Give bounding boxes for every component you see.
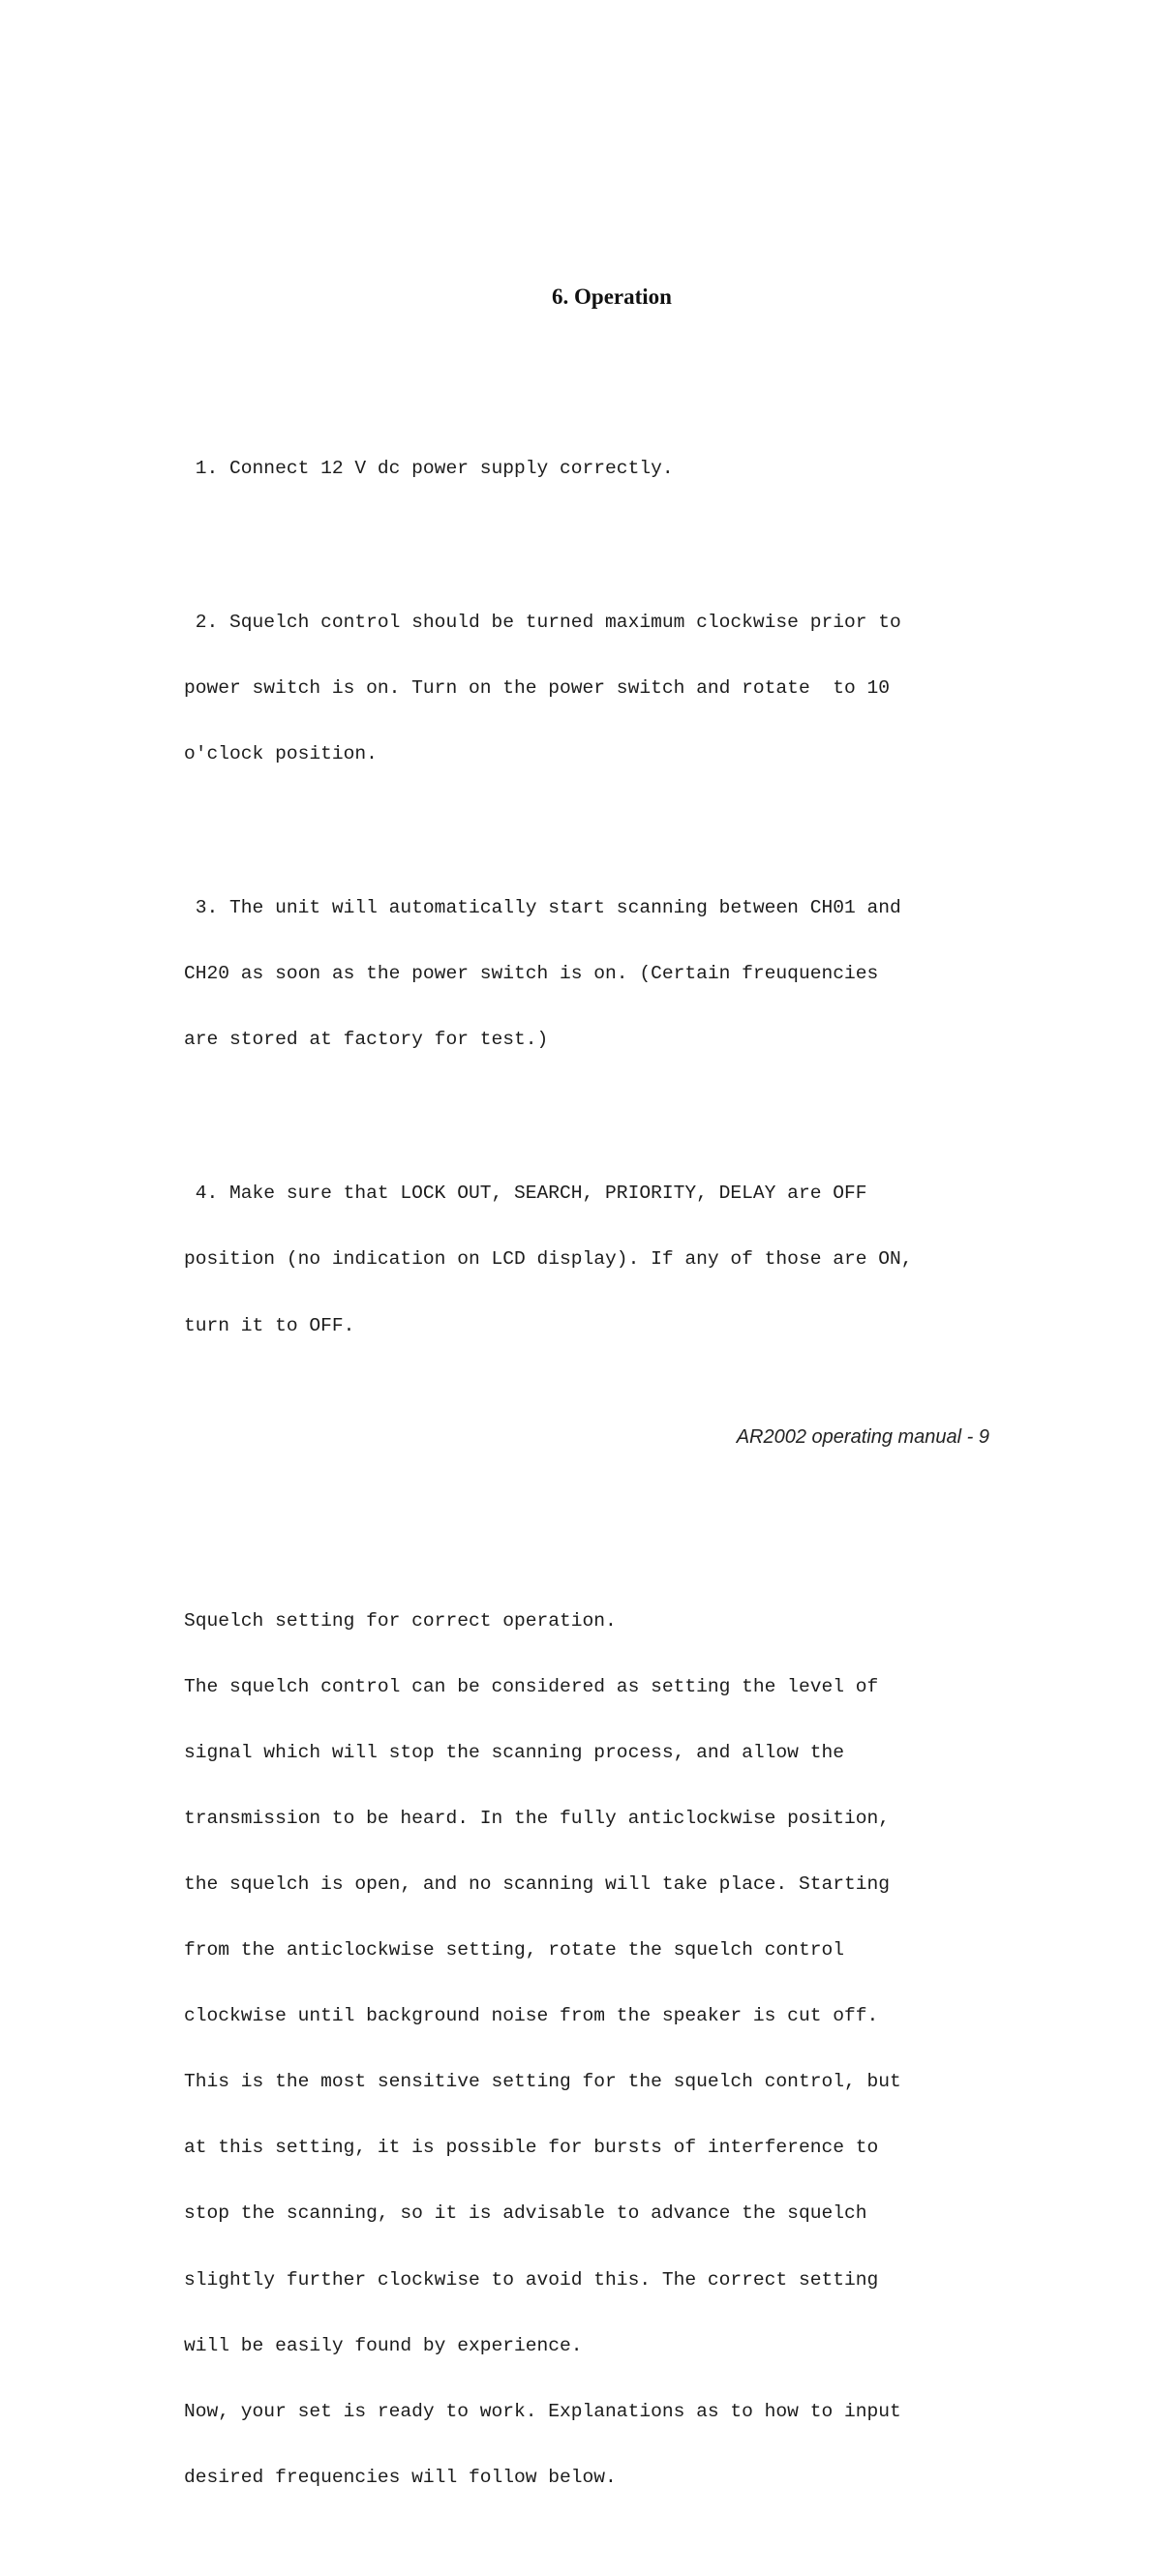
text-line: o'clock position.	[184, 743, 378, 765]
text-line: clockwise until background noise from the speaker is cut off.	[184, 2005, 879, 2027]
text-line: 2. Squelch control should be turned maximum clockwise prior to	[184, 612, 901, 634]
text-line: stop the scanning, so it is advisable to advance the squelch	[184, 2202, 867, 2225]
paragraph-gap	[184, 1490, 1055, 1500]
text-line: slightly further clockwise to avoid this. The correct setting	[184, 2268, 879, 2291]
section-heading: 6. Operation	[552, 285, 672, 309]
text-line: 4. Make sure that LOCK OUT, SEARCH, PRIORITY, DELAY are OFF	[184, 1183, 867, 1205]
squelch-section	[184, 1566, 1055, 2532]
text-line: turn it to OFF.	[184, 1314, 355, 1336]
text-line: position (no indication on LCD display). If any of those are ON,	[184, 1248, 913, 1271]
text-line: the squelch is open, and no scanning will take place. Starting	[184, 1873, 891, 1895]
text-line: signal which will stop the scanning process, and allow the	[184, 1741, 844, 1763]
text-line: from the anticlockwise setting, rotate the squelch control	[184, 1939, 844, 1962]
step-1	[184, 414, 1055, 524]
text-line: 3. The unit will automatically start scanning between CH01 and	[184, 897, 901, 919]
text-line: This is the most sensitive setting for the squelch control, but	[184, 2071, 901, 2093]
page-footer: AR2002 operating manual - 9	[736, 1426, 989, 1448]
body-text	[184, 326, 1055, 2576]
steps-list	[184, 370, 1055, 1424]
step-2	[184, 568, 1055, 810]
text-line: will be easily found by experience.	[184, 2334, 583, 2356]
step-4	[184, 1139, 1055, 1381]
text-line: desired frequencies will follow below.	[184, 2466, 617, 2488]
text-line: at this setting, it is possible for bursts of interference to	[184, 2137, 879, 2159]
text-line: CH20 as soon as the power switch is on. (Certain freuquencies	[184, 963, 879, 985]
text-line: Now, your set is ready to work. Explanations as to how to input	[184, 2400, 901, 2422]
text-line: The squelch control can be considered as setting the level of	[184, 1675, 879, 1697]
text-line: transmission to be heard. In the fully anticlockwise position,	[184, 1807, 891, 1829]
squelch-heading: Squelch setting for correct operation.	[184, 1609, 617, 1632]
text-line: 1. Connect 12 V dc power supply correctly.	[184, 458, 674, 480]
text-line: power switch is on. Turn on the power switch and rotate to 10	[184, 677, 891, 700]
text-line: are stored at factory for test.)	[184, 1029, 549, 1051]
step-3	[184, 854, 1055, 1095]
